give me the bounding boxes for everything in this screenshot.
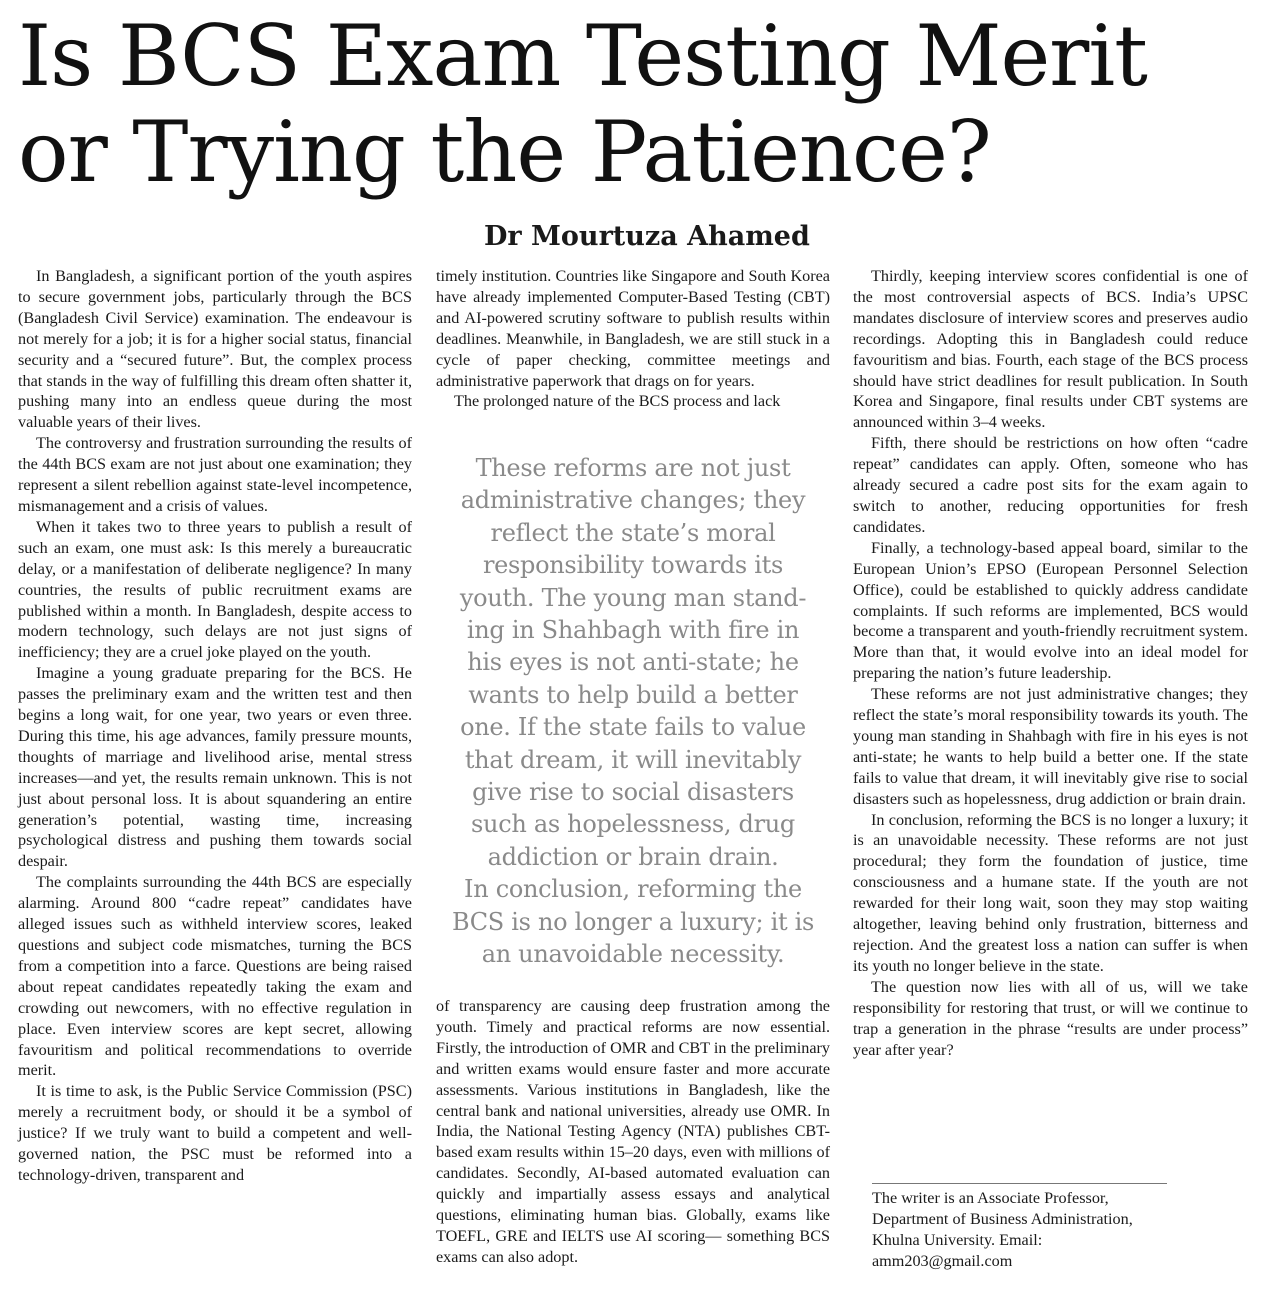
- pull-quote-line: addiction or brain drain.: [487, 842, 779, 871]
- paragraph: Imagine a young graduate preparing for the BCS. He passes the preliminary exam and the written test and then begins a long wait, for one year, two years or even three. During this time, his age advances, family pressure mounts, thoughts of marriage and livelihood arise, mental stress increases—and yet, the results remain unknown. This is not just about personal loss. It is about squandering an entire generation’s potential, wasting time, increasing psychological distress and pushing them towards social despair.: [18, 664, 412, 871]
- author-bio: [872, 1188, 1232, 1272]
- author-bio-line: Khulna University. Email:: [872, 1230, 1043, 1249]
- paragraph: timely institution. Countries like Singapore and South Korea have already implemented Computer-Based Testing (CBT) and AI-powered scrutiny software to publish results within deadlines. Meanwhile, in Bangladesh, we are still stuck in a cycle of paper checking, committee meetings and administrative paperwork that drags on for years.: [436, 267, 830, 390]
- pull-quote: [440, 452, 826, 971]
- paragraph: These reforms are not just administrative changes; they reflect the state’s moral responsibility towards its youth. The young man standing in Shahbagh with fire in his eyes is not anti-state; he wants to help build a better one. If the state fails to value that dream, it will inevitably give rise to social disasters such as hopelessness, drug addiction or brain drain.: [853, 685, 1248, 808]
- paragraph: The controversy and frustration surrounding the results of the 44th BCS exam are not just about one examination; they represent a silent rebellion against state-level incompetence, mismanagement and a crisis of values.: [18, 434, 412, 515]
- pull-quote-line: reflect the state’s moral: [490, 518, 776, 547]
- pull-quote-line: one. If the state fails to value: [460, 713, 806, 742]
- author-bio-line: The writer is an Associate Professor,: [872, 1189, 1109, 1207]
- author-byline: Dr Mourtuza Ahamed: [484, 221, 810, 252]
- pull-quote-line: an unavoidable necessity.: [481, 940, 785, 969]
- pull-quote-line: give rise to social disasters: [472, 778, 794, 807]
- article-column-2-bottom: [436, 996, 830, 1268]
- pull-quote-line: administrative changes; they: [460, 486, 806, 515]
- paragraph: In Bangladesh, a significant portion of the youth aspires to secure government jobs, particularly through the BCS (Bangladesh Civil Service) examination. The endeavour is not merely for a job; it is for a higher social status, financial security and a “secured future”. But, the complex process that stands in the way of fulfilling this dream often shatter it, pushing many into an endless queue during the most valuable years of their lives.: [18, 267, 412, 432]
- headline-line-2: or Trying the Patience?: [18, 103, 991, 201]
- author-bio-divider: [872, 1183, 1167, 1184]
- pull-quote-line: BCS is no longer a luxury; it is: [451, 907, 815, 936]
- pull-quote-line: In conclusion, reforming the: [464, 875, 802, 904]
- headline: [18, 8, 1258, 200]
- pull-quote-line: such as hopelessness, drug: [471, 810, 795, 839]
- paragraph: It is time to ask, is the Public Service Commission (PSC) merely a recruitment body, or should it be a symbol of justice? If we truly want to build a competent and well-governed nation, the PSC must be reformed into a technology-driven, transparent and: [18, 1082, 412, 1184]
- pull-quote-line: youth. The young man stand-: [459, 583, 807, 612]
- article-column-1: [18, 266, 412, 1186]
- headline-line-1: Is BCS Exam Testing Merit: [18, 7, 1147, 105]
- paragraph: The prolonged nature of the BCS process and lack: [454, 392, 781, 411]
- author-email[interactable]: amm203@gmail.com: [872, 1251, 1013, 1270]
- paragraph: Finally, a technology-based appeal board, similar to the European Union’s EPSO (European Personnel Selection Office), could be established to quickly address candidate complaints. If such reforms are implemented, BCS would become a transparent and youth-friendly recruitment system. More than that, it would evolve into an ideal model for preparing the nation’s future leadership.: [853, 538, 1248, 683]
- paragraph: of transparency are causing deep frustration among the youth. Timely and practical reforms are now essential. Firstly, the introduction of OMR and CBT in the preliminary and written exams would ensure faster and more accurate assessments. Various institutions in Bangladesh, like the central bank and national universities, already use OMR. In India, the National Testing Agency (NTA) publishes CBT-based exam results within 15–20 days, even with millions of candidates. Secondly, AI-based automated evaluation can quickly and impartially assess essays and analytical questions, eliminating human bias. Globally, exams like TOEFL, GRE and IELTS use AI scoring— something BCS exams can also adopt.: [436, 997, 830, 1266]
- paragraph: Fifth, there should be restrictions on how often “cadre repeat” candidates can apply. Often, someone who has already secured a cadre post sits for the exam again to switch to another, reducing opportunities for fresh candidates.: [853, 434, 1248, 536]
- pull-quote-line: wants to help build a better: [468, 680, 798, 709]
- paragraph: The complaints surrounding the 44th BCS are especially alarming. Around 800 “cadre repeat” candidates have alleged issues such as withheld interview scores, leaked questions and subject code mismatches, turning the BCS from a competition into a farce. Questions are being raised about repeat candidates repeatedly taking the exam and crowding out newcomers, with no effective regulation in place. Even interview scores are kept secret, allowing favouritism and political recommendations to override merit.: [18, 873, 412, 1080]
- pull-quote-line: that dream, it will inevitably: [464, 745, 802, 774]
- pull-quote-line: ing in Shahbagh with fire in: [466, 616, 800, 645]
- paragraph: When it takes two to three years to publish a result of such an exam, one must ask: Is this merely a bureaucratic delay, or a manifestation of deliberate negligence? In many countries, the results of public recruitment exams are published within a month. In Bangladesh, despite access to modern technology, such delays are not just signs of inefficiency; they are a cruel joke played on the youth.: [18, 517, 412, 662]
- paragraph: In conclusion, reforming the BCS is no longer a luxury; it is an unavoidable necessity. These reforms are not just procedural; they form the foundation of justice, time consciousness and a humane state. If the youth are not rewarded for their long wait, soon they may stop waiting altogether, leaving behind only frustration, bitterness and rejection. And the greatest loss a nation can suffer is when its youth no longer believe in the state.: [853, 810, 1248, 975]
- article-column-3: [853, 266, 1248, 1060]
- paragraph: Thirdly, keeping interview scores confidential is one of the most controversial aspects of BCS. India’s UPSC mandates disclosure of interview scores and preserves audio recordings. Adopting this in Bangladesh could reduce favouritism and bias. Fourth, each stage of the BCS process should have strict deadlines for result publication. In South Korea and Singapore, final results under CBT systems are announced within 3–4 weeks.: [853, 267, 1248, 432]
- article-column-2-top: [436, 266, 830, 412]
- pull-quote-line: responsibility towards its: [482, 551, 784, 580]
- paragraph: The question now lies with all of us, will we take responsibility for restoring that trust, or will we continue to trap a generation in the phrase “results are under process” year after year?: [853, 977, 1248, 1059]
- pull-quote-line: his eyes is not anti-state; he: [467, 648, 799, 677]
- pull-quote-line: These reforms are not just: [475, 454, 791, 482]
- author-bio-line: Department of Business Administration,: [872, 1209, 1133, 1228]
